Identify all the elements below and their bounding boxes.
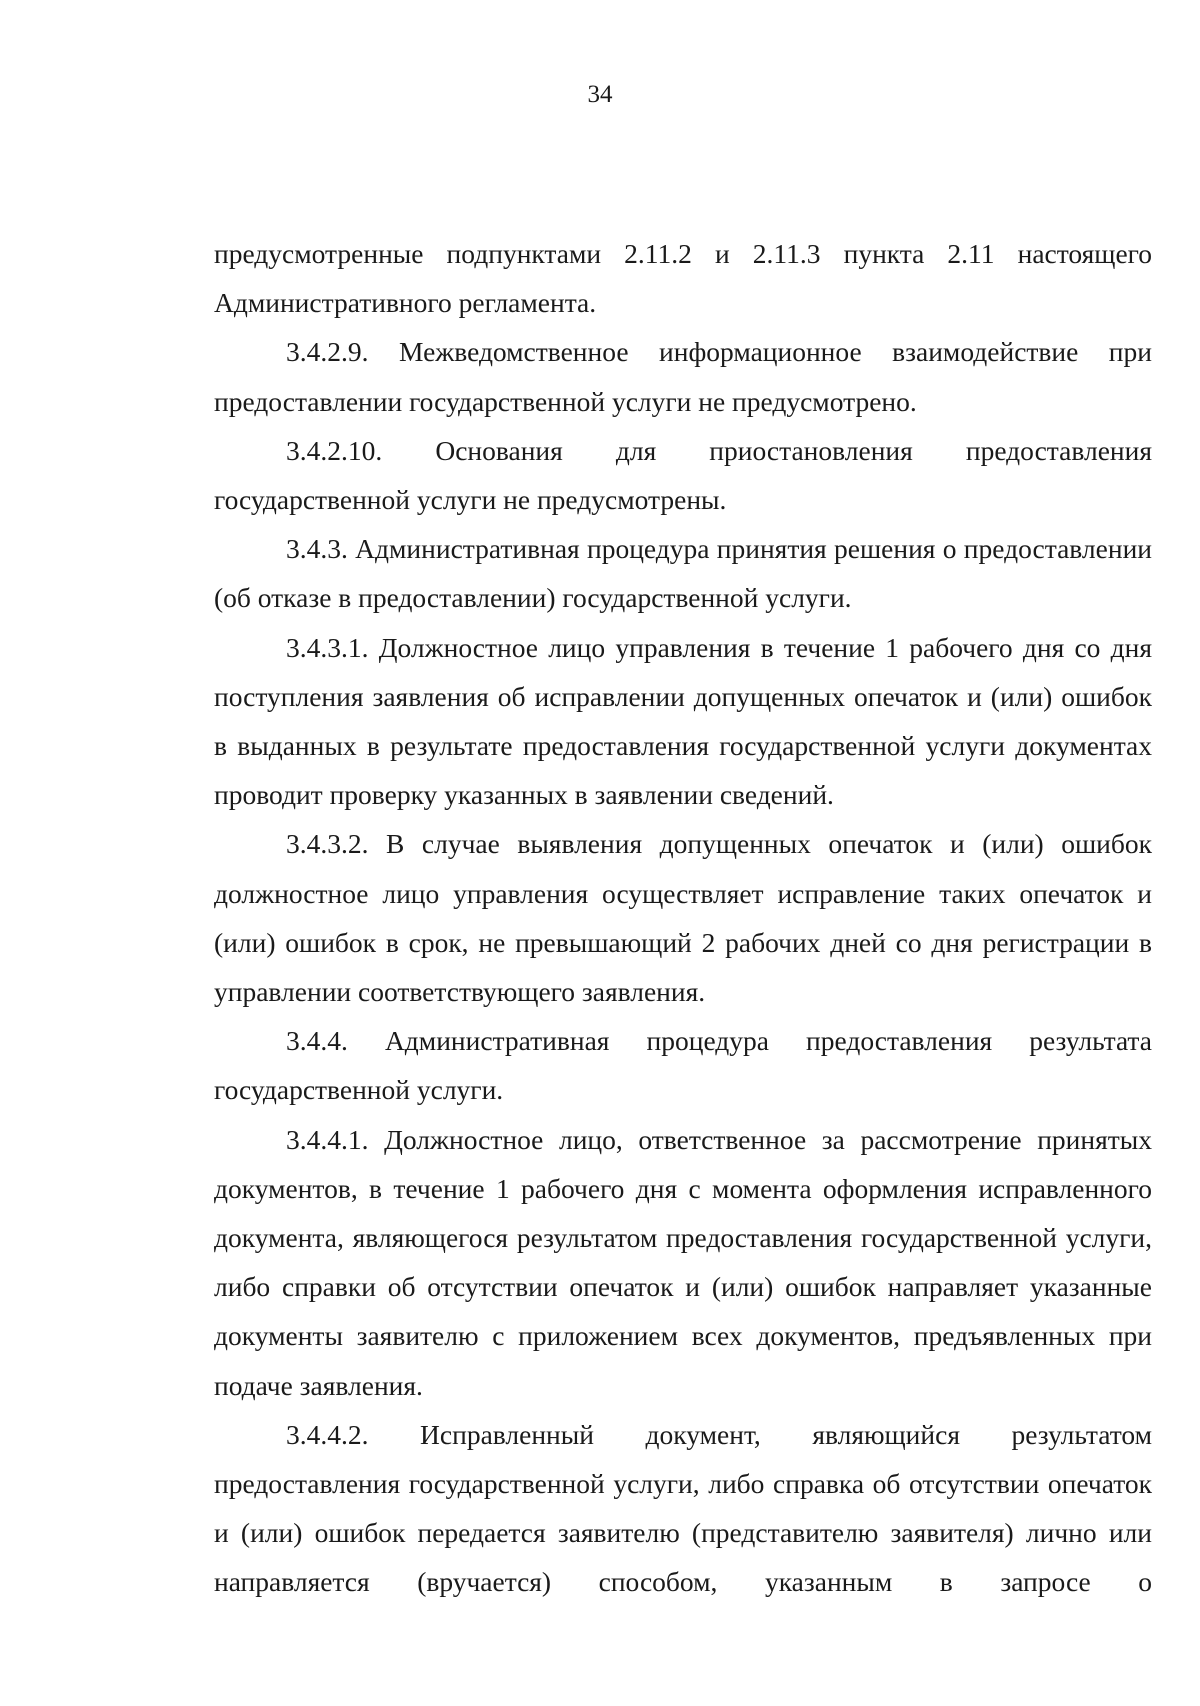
paragraph-3-4-3: 3.4.3. Административная процедура принятия решения о предоставлении (об отказе в предоставлении) государственной услуги. <box>214 533 1152 614</box>
paragraph-3-4-3-2: 3.4.3.2. В случае выявления допущенных опечаток и (или) ошибок должностное лицо управления осуществляет исправление таких опечаток и (или) ошибок в срок, не превышающий 2 рабочих дней со дня регистрации в управлении соответствующего заявления. <box>214 828 1152 1008</box>
paragraph-3-4-4: 3.4.4. Административная процедура предоставления результата государственной услуги. <box>214 1025 1152 1106</box>
page-number: 34 <box>587 81 613 108</box>
paragraph-3-4-2-10: 3.4.2.10. Основания для приостановления предоставления государственной услуги не предусмотрены. <box>214 434 1152 516</box>
paragraph-continuation: предусмотренные подпунктами 2.11.2 и 2.11.3 пункта 2.11 настоящего Административного регламента. <box>214 238 1152 319</box>
paragraph-3-4-3-1: 3.4.3.1. Должностное лицо управления в течение 1 рабочего дня со дня поступления заявления об исправлении допущенных опечаток и (или) ошибок в выданных в результате предоставления государственной услуги документах проводит проверку указанных в заявлении сведений. <box>214 631 1152 811</box>
document-body <box>214 229 1152 1607</box>
paragraph-3-4-4-2: 3.4.4.2. Исправленный документ, являющийся результатом предоставления государственной услуги, либо справка об отсутствии опечаток и (или) ошибок передается заявителю (представителю заявителя) лично или направляется (вручается) способом, указанным в запросе о <box>214 1418 1152 1598</box>
paragraph-3-4-4-1: 3.4.4.1. Должностное лицо, ответственное за рассмотрение принятых документов, в течение 1 рабочего дня с момента оформления исправленного документа, являющегося результатом предоставления государственной услуги, либо справки об отсутствии опечаток и (или) ошибок направляет указанные документы заявителю с приложением всех документов, предъявленных при подаче заявления. <box>214 1123 1152 1401</box>
paragraph-3-4-2-9: 3.4.2.9. Межведомственное информационное взаимодействие при предоставлении государственной услуги не предусмотрено. <box>214 336 1152 417</box>
